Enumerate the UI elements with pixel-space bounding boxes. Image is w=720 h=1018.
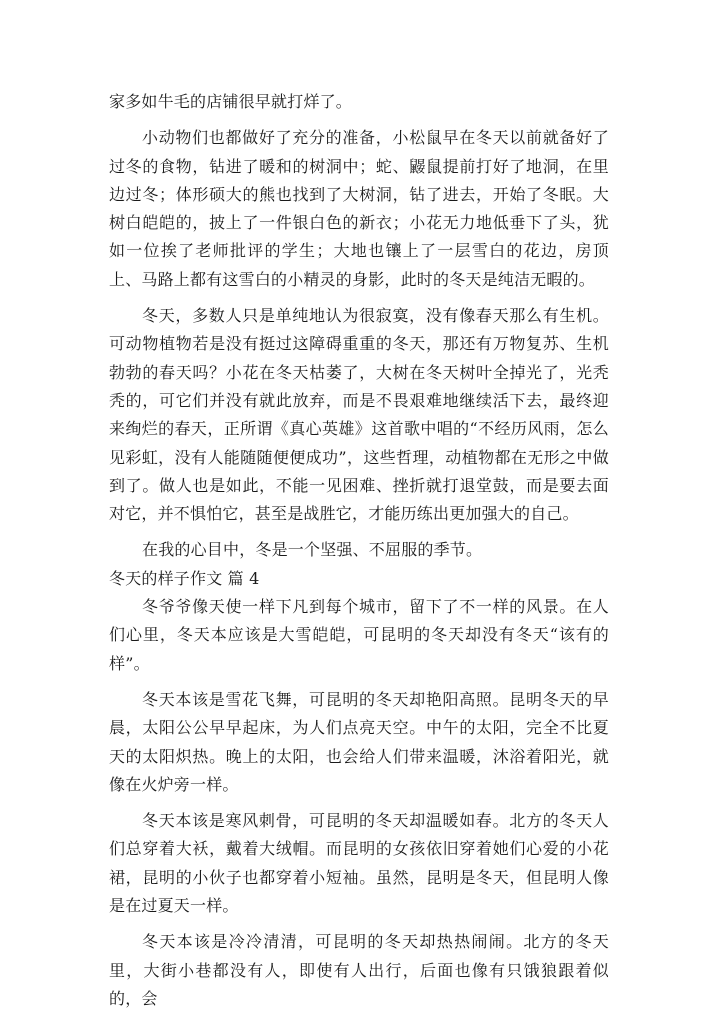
paragraph-kunming-intro: 冬爷爷像天使一样下凡到每个城市，留下了不一样的风景。在人们心里，冬天本应该是大雪皑皑，可昆明的冬天却没有冬天“该有的样”。 — [109, 597, 609, 673]
paragraph-winter-meaning: 冬天，多数人只是单纯地认为很寂寞，没有像春天那么有生机。可动物植物若是没有挺过这障碍重重的冬天，那还有万物复苏、生机勃勃的春天吗？小花在冬天枯萎了，大树在冬天树叶全掉光了，光秃秃的，可它们并没有就此放弃，而是不畏艰难地继续活下去，最终迎来绚烂的春天，正所谓《真心英雄》这首歌中唱的“不经历风雨，怎么见彩虹，没有人能随随便便成功”，这些哲理，动植物都在无形之中做到了。做人也是如此，不能一见困难、挫折就打退堂鼓，而是要去面对它，并不惧怕它，甚至是战胜它，才能历练出更加强大的自己。 — [109, 306, 609, 524]
paragraph-kunming-warm: 冬天本该是寒风刺骨，可昆明的冬天却温暖如春。北方的冬天人们总穿着大袄，戴着大绒帽。而昆明的女孩依旧穿着她们心爱的小花裙，昆明的小伙子也都穿着小短袖。虽然，昆明是冬天，但昆明人像是在过夏天一样。 — [109, 811, 609, 916]
paragraph-kunming-sun: 冬天本该是雪花飞舞，可昆明的冬天却艳阳高照。昆明冬天的早晨，太阳公公早早起床，为人们点亮天空。中午的太阳，完全不比夏天的太阳炽热。晚上的太阳，也会给人们带来温暖，沐浴着阳光，就像在火炉旁一样。 — [109, 689, 609, 794]
paragraph-kunming-lively: 冬天本该是冷冷清清，可昆明的冬天却热热闹闹。北方的冬天里，大街小巷都没有人，即使有人出行，后面也像有只饿狼跟着似的，会 — [109, 932, 609, 1008]
paragraph-conclusion: 在我的心目中，冬是一个坚强、不屈服的季节。 — [142, 540, 483, 560]
paragraph-animals-prepare: 小动物们也都做好了充分的准备，小松鼠早在冬天以前就备好了过冬的食物，钻进了暖和的树洞中；蛇、鼹鼠提前打好了地洞，在里边过冬；体形硕大的熊也找到了大树洞，钻了进去，开始了冬眠。大树白皑皑的，披上了一件银白色的新衣；小花无力地低垂下了头，犹如一位挨了老师批评的学生；大地也镶上了一层雪白的花边，房顶上、马路上都有这雪白的小精灵的身影，此时的冬天是纯洁无暇的。 — [109, 128, 609, 289]
section-heading: 冬天的样子作文 篇 4 — [109, 568, 260, 588]
paragraph-continuation: 家多如牛毛的店铺很早就打烊了。 — [109, 92, 353, 111]
document-body — [109, 88, 609, 1013]
